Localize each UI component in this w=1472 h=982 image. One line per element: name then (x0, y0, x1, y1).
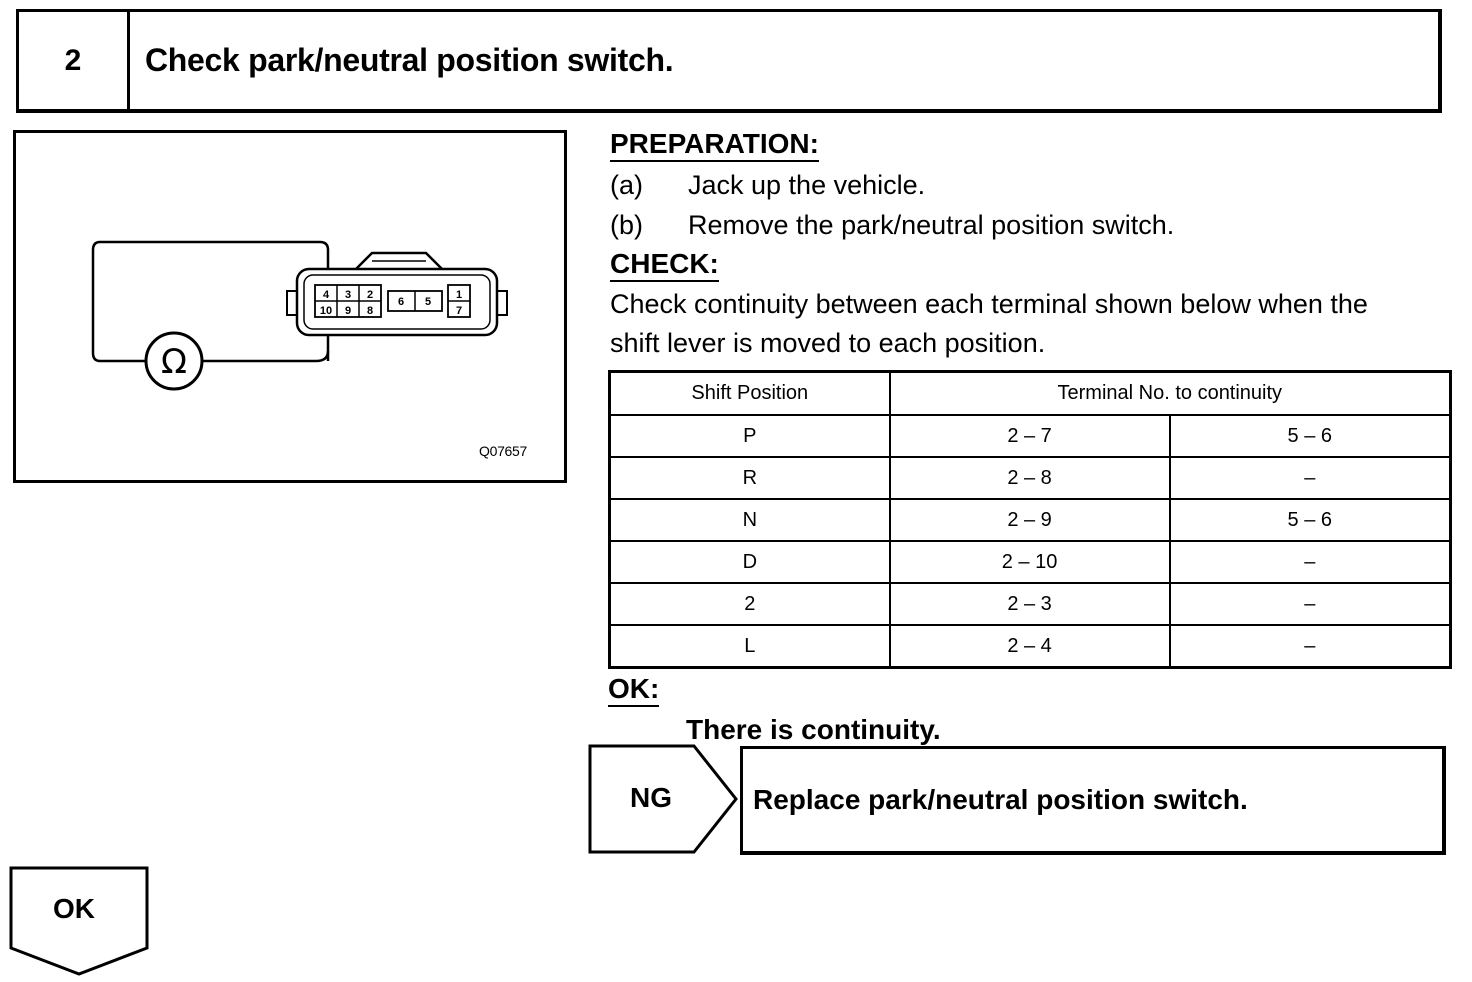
terminal-label: 2 (366, 289, 374, 301)
cell-terminal-2: – (1170, 541, 1451, 583)
ok-heading: OK: (608, 673, 659, 707)
cell-terminal-2: – (1170, 583, 1451, 625)
table-row (610, 583, 1451, 625)
prep-item-letter: (a) (610, 170, 643, 200)
ng-action-box: Replace park/neutral position switch. (740, 746, 1446, 855)
cell-terminal-1: 2 – 7 (890, 415, 1170, 457)
step-title: Check park/neutral position switch. (145, 42, 674, 78)
table-header-row (610, 372, 1451, 416)
terminal-label: 9 (344, 305, 352, 317)
terminal-label: 10 (319, 305, 333, 317)
preparation-heading: PREPARATION: (610, 128, 819, 162)
cell-position: N (610, 499, 890, 541)
cell-position: P (610, 415, 890, 457)
table-row (610, 415, 1451, 457)
ng-label: NG (630, 782, 672, 813)
header-terminal: Terminal No. to continuity (890, 372, 1451, 416)
cell-position: L (610, 625, 890, 668)
ok-criteria: There is continuity. (686, 714, 941, 745)
check-heading: CHECK: (610, 248, 719, 282)
cell-terminal-2: 5 – 6 (1170, 499, 1451, 541)
step-header (16, 9, 1442, 113)
ohm-symbol: Ω (161, 342, 187, 382)
cell-terminal-2: – (1170, 457, 1451, 499)
figure-code: Q07657 (479, 443, 528, 459)
ok-arrow-label: OK (53, 893, 95, 924)
table-row (610, 499, 1451, 541)
table-row (610, 457, 1451, 499)
prep-item-letter: (b) (610, 210, 643, 240)
terminal-label: 6 (397, 296, 405, 308)
cell-position: R (610, 457, 890, 499)
cell-terminal-1: 2 – 4 (890, 625, 1170, 668)
terminal-label: 5 (424, 296, 432, 308)
terminal-label: 7 (455, 305, 463, 317)
connector-diagram (16, 133, 564, 480)
check-text-line: Check continuity between each terminal shown below when the (610, 289, 1368, 319)
table-row (610, 625, 1451, 668)
table-row (610, 541, 1451, 583)
cell-position: D (610, 541, 890, 583)
continuity-table (608, 370, 1452, 669)
cell-terminal-1: 2 – 9 (890, 499, 1170, 541)
check-text-line: shift lever is moved to each position. (610, 328, 1046, 358)
prep-item-text: Remove the park/neutral position switch. (688, 210, 1175, 240)
cell-position: 2 (610, 583, 890, 625)
step-number: 2 (19, 12, 130, 109)
cell-terminal-2: 5 – 6 (1170, 415, 1451, 457)
terminal-label: 1 (455, 289, 463, 301)
prep-item-text: Jack up the vehicle. (688, 170, 926, 200)
terminal-label: 8 (366, 305, 374, 317)
header-shift-position: Shift Position (610, 372, 890, 416)
switch-diagram (13, 130, 567, 483)
terminal-label: 3 (344, 289, 352, 301)
cell-terminal-1: 2 – 10 (890, 541, 1170, 583)
terminal-label: 4 (322, 289, 330, 301)
cell-terminal-1: 2 – 3 (890, 583, 1170, 625)
cell-terminal-1: 2 – 8 (890, 457, 1170, 499)
cell-terminal-2: – (1170, 625, 1451, 668)
